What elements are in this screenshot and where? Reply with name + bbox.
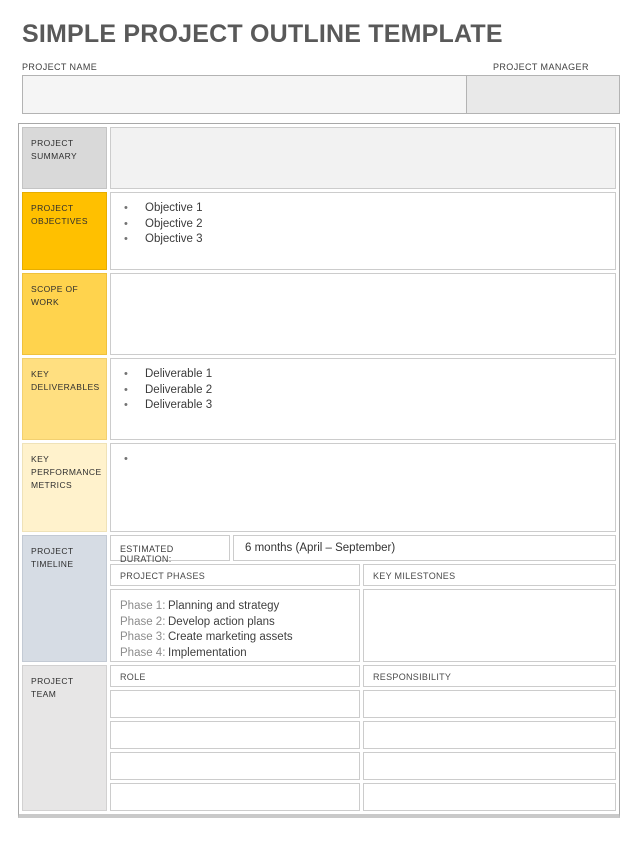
project-team-label: PROJECT TEAM (22, 665, 107, 811)
role-field[interactable] (110, 752, 360, 780)
project-phases-field[interactable] (110, 589, 360, 662)
phase-description: Implementation (168, 646, 247, 659)
responsibility-field[interactable] (363, 783, 616, 811)
phase-description: Develop action plans (168, 615, 275, 628)
table-row (110, 783, 616, 811)
row-scope-of-work (22, 273, 616, 355)
timeline-header-row (110, 564, 616, 586)
role-field[interactable] (110, 721, 360, 749)
table-row (110, 721, 616, 749)
key-deliverables-field[interactable] (110, 358, 616, 440)
scope-of-work-field[interactable] (110, 273, 616, 355)
key-performance-metrics-label: KEY PERFORMANCE METRICS (22, 443, 107, 532)
key-performance-metrics-field[interactable] (110, 443, 616, 532)
project-manager-label: PROJECT MANAGER (493, 62, 589, 72)
scope-of-work-label: SCOPE OF WORK (22, 273, 107, 355)
list-item: • Objective 1 (111, 201, 607, 217)
estimated-duration-label: ESTIMATED DURATION: (110, 535, 230, 561)
row-project-objectives (22, 192, 616, 270)
deliverables-list (111, 359, 615, 418)
project-timeline-grid (110, 535, 616, 662)
project-name-field[interactable] (23, 76, 467, 113)
header-fields-box (22, 75, 620, 114)
phase-item (120, 630, 353, 646)
project-summary-label: PROJECT SUMMARY (22, 127, 107, 189)
phase-item (120, 599, 353, 615)
phase-number: Phase 4: (120, 646, 166, 659)
responsibility-field[interactable] (363, 721, 616, 749)
header-field-labels (22, 62, 620, 72)
project-name-label: PROJECT NAME (22, 62, 98, 72)
row-key-deliverables (22, 358, 616, 440)
table-row (110, 752, 616, 780)
project-team-grid (110, 665, 616, 811)
list-item: • Deliverable 3 (111, 398, 607, 414)
phase-number: Phase 3: (120, 631, 166, 643)
list-item: • Deliverable 2 (111, 383, 607, 399)
responsibility-header: RESPONSIBILITY (363, 665, 616, 687)
list-item: • Objective 3 (111, 232, 607, 248)
key-milestones-header: KEY MILESTONES (363, 564, 616, 586)
role-field[interactable] (110, 690, 360, 718)
responsibility-field[interactable] (363, 752, 616, 780)
phase-item (120, 646, 353, 662)
page-title: SIMPLE PROJECT OUTLINE TEMPLATE (22, 20, 503, 48)
row-key-performance-metrics (22, 443, 616, 532)
phase-item (120, 615, 353, 631)
key-milestones-field[interactable] (363, 589, 616, 662)
phase-number: Phase 2: (120, 615, 166, 628)
metrics-list (111, 444, 615, 456)
team-header-row (110, 665, 616, 687)
row-project-summary (22, 127, 616, 189)
objectives-list (111, 193, 615, 252)
phase-description: Planning and strategy (168, 600, 280, 612)
phase-number: Phase 1: (120, 600, 166, 612)
estimated-duration-row (110, 535, 616, 564)
role-header: ROLE (110, 665, 360, 687)
timeline-body-row (110, 589, 616, 662)
project-outline-table (18, 123, 620, 818)
key-deliverables-label: KEY DELIVERABLES (22, 358, 107, 440)
row-project-team (22, 665, 616, 811)
estimated-duration-field[interactable]: 6 months (April – September) (233, 535, 616, 561)
table-row (110, 690, 616, 718)
role-field[interactable] (110, 783, 360, 811)
phase-description: Create marketing assets (168, 631, 293, 643)
project-objectives-label: PROJECT OBJECTIVES (22, 192, 107, 270)
list-item: • Deliverable 1 (111, 367, 607, 383)
list-item: • Objective 2 (111, 217, 607, 233)
row-project-timeline (22, 535, 616, 662)
responsibility-field[interactable] (363, 690, 616, 718)
project-objectives-field[interactable] (110, 192, 616, 270)
project-phases-header: PROJECT PHASES (110, 564, 360, 586)
project-timeline-label: PROJECT TIMELINE (22, 535, 107, 662)
project-summary-field[interactable] (110, 127, 616, 189)
project-manager-field[interactable] (467, 76, 619, 113)
